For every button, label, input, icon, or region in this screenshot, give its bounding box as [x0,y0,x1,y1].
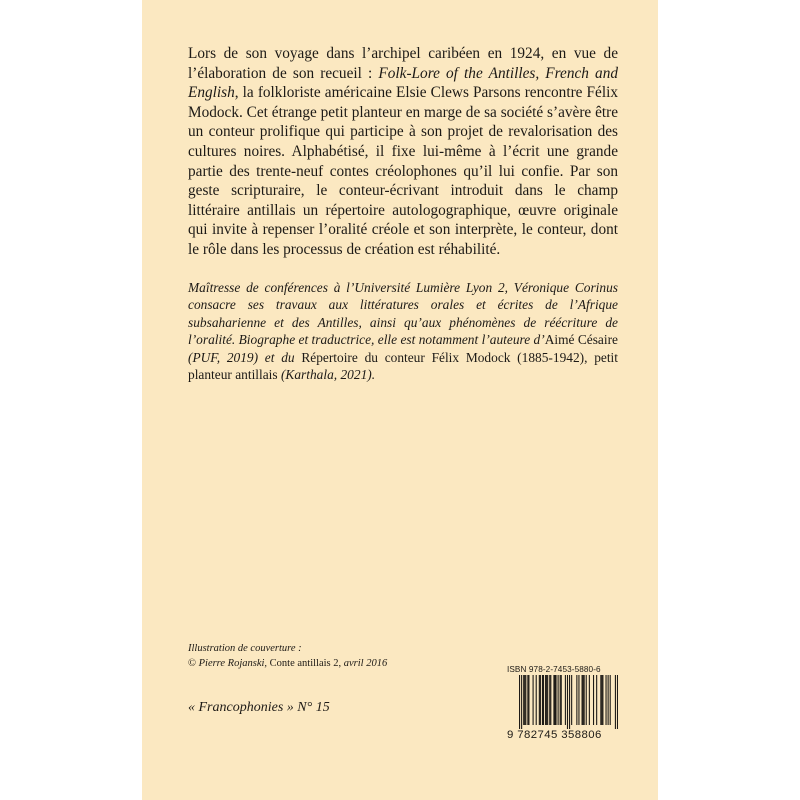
bio-text-5: (Karthala, 2021). [280,367,376,383]
barcode-bar [617,675,618,729]
barcode-bar [602,675,603,725]
barcode-bar [536,675,537,725]
barcode-bar [542,675,543,725]
barcode-bar [610,675,611,725]
barcode-bar [521,675,522,729]
barcode-bar [553,675,554,725]
barcode-bar [555,675,556,725]
series-label [188,700,330,716]
barcode-bar [540,675,541,725]
barcode-bar [584,675,585,725]
barcode-bar [560,675,561,725]
author-bio [188,279,618,383]
bio-text-4: Répertoire du conteur Félix Modock (1885-1942), petit planteur antillais [188,349,619,383]
barcode-bar [576,675,577,725]
back-cover [142,0,658,800]
barcode-bar [525,675,526,725]
credits-line [188,657,448,672]
barcode-bar [571,675,572,725]
barcode-bar [546,675,547,725]
barcode-bar [549,675,550,725]
barcode-bar [605,675,606,725]
barcode-bar [539,675,540,725]
summary-text-2: , la folkloriste américaine Elsie Clews Parsons rencontre Félix Modock. Cet étrange petit planteur en marge de sa société s’avère être un conteur prolifique qui participe à son projet de revalorisation des cultures noires. Alphabétisé, il fixe lui-même à l’écrit une grande partie des trente-neuf contes créolophones qu’il lui confie. Par son geste scripturaire, le conteur-écrivant introduit dans le champ littéraire antillais un répertoire autologographique, œuvre originale qui invite à repenser l’oralité créole et son interprète, le conteur, dont le rôle dans les processus de création est réhabilité. [188,84,618,258]
barcode-bar [547,675,548,725]
barcode-bar [596,675,597,725]
isbn-label: ISBN 978-2-7453-5880-6 [507,665,601,674]
barcode-bar [567,675,568,729]
cited-book-title: Folk-Lore of the Antilles, French and English [188,64,618,102]
summary-text-1: Lors de son voyage dans l’archipel caribéen en 1924, en vue de l’élaboration de son recueil : [188,45,618,82]
barcode-bar [527,675,528,725]
bio-text-1: Maîtresse de conférences à l’Université Lumière Lyon 2, Véronique Corinus consacre ses travaux aux littératures orales et écrites de l’Afrique subsaharienne et des Antilles, ainsi qu’aux phénomènes de réécriture de l’oralité. Biographe et traductrice, elle est notamment l’auteure d’ [188,280,618,348]
barcode-bar [543,675,544,725]
barcode-bar [528,675,529,725]
copyright-symbol: © [188,657,199,669]
barcode-digits: 9 782745 358806 [507,729,602,741]
barcode-bar [554,675,555,725]
barcode [519,675,618,729]
barcode-bar [582,675,583,725]
credits-heading: Illustration de couverture : [188,643,302,654]
barcode-bar [608,675,609,725]
barcode-bar [545,675,546,725]
barcode-bar [615,675,616,729]
barcode-bar [550,675,551,725]
barcode-bar [519,675,520,729]
barcode-bar [569,675,570,729]
bio-text-2: Aimé Césaire [544,332,618,348]
barcode-bar [589,675,590,725]
barcode-bar [558,675,559,725]
barcode-bar [523,675,524,725]
series-name: « Francophonies » [188,700,294,715]
barcode-bar [601,675,602,725]
barcode-bar [593,675,594,725]
barcode-bar [533,675,534,725]
cover-credits [188,642,448,671]
barcode-bar [600,675,601,725]
barcode-bar [578,675,579,725]
barcode-bar [561,675,562,725]
series-number: N° 15 [293,700,330,715]
barcode-bar [565,675,566,725]
credits-date: avril 2016 [343,657,388,669]
barcode-bar [586,675,587,725]
bio-text-3: (PUF, 2019) et du [188,349,302,365]
barcode-bars [519,675,618,729]
credits-artist: Pierre Rojanski, [198,657,268,669]
barcode-bar [524,675,525,725]
book-summary [188,44,618,260]
credits-work: Conte antillais 2, [267,657,344,669]
barcode-bar [583,675,584,725]
